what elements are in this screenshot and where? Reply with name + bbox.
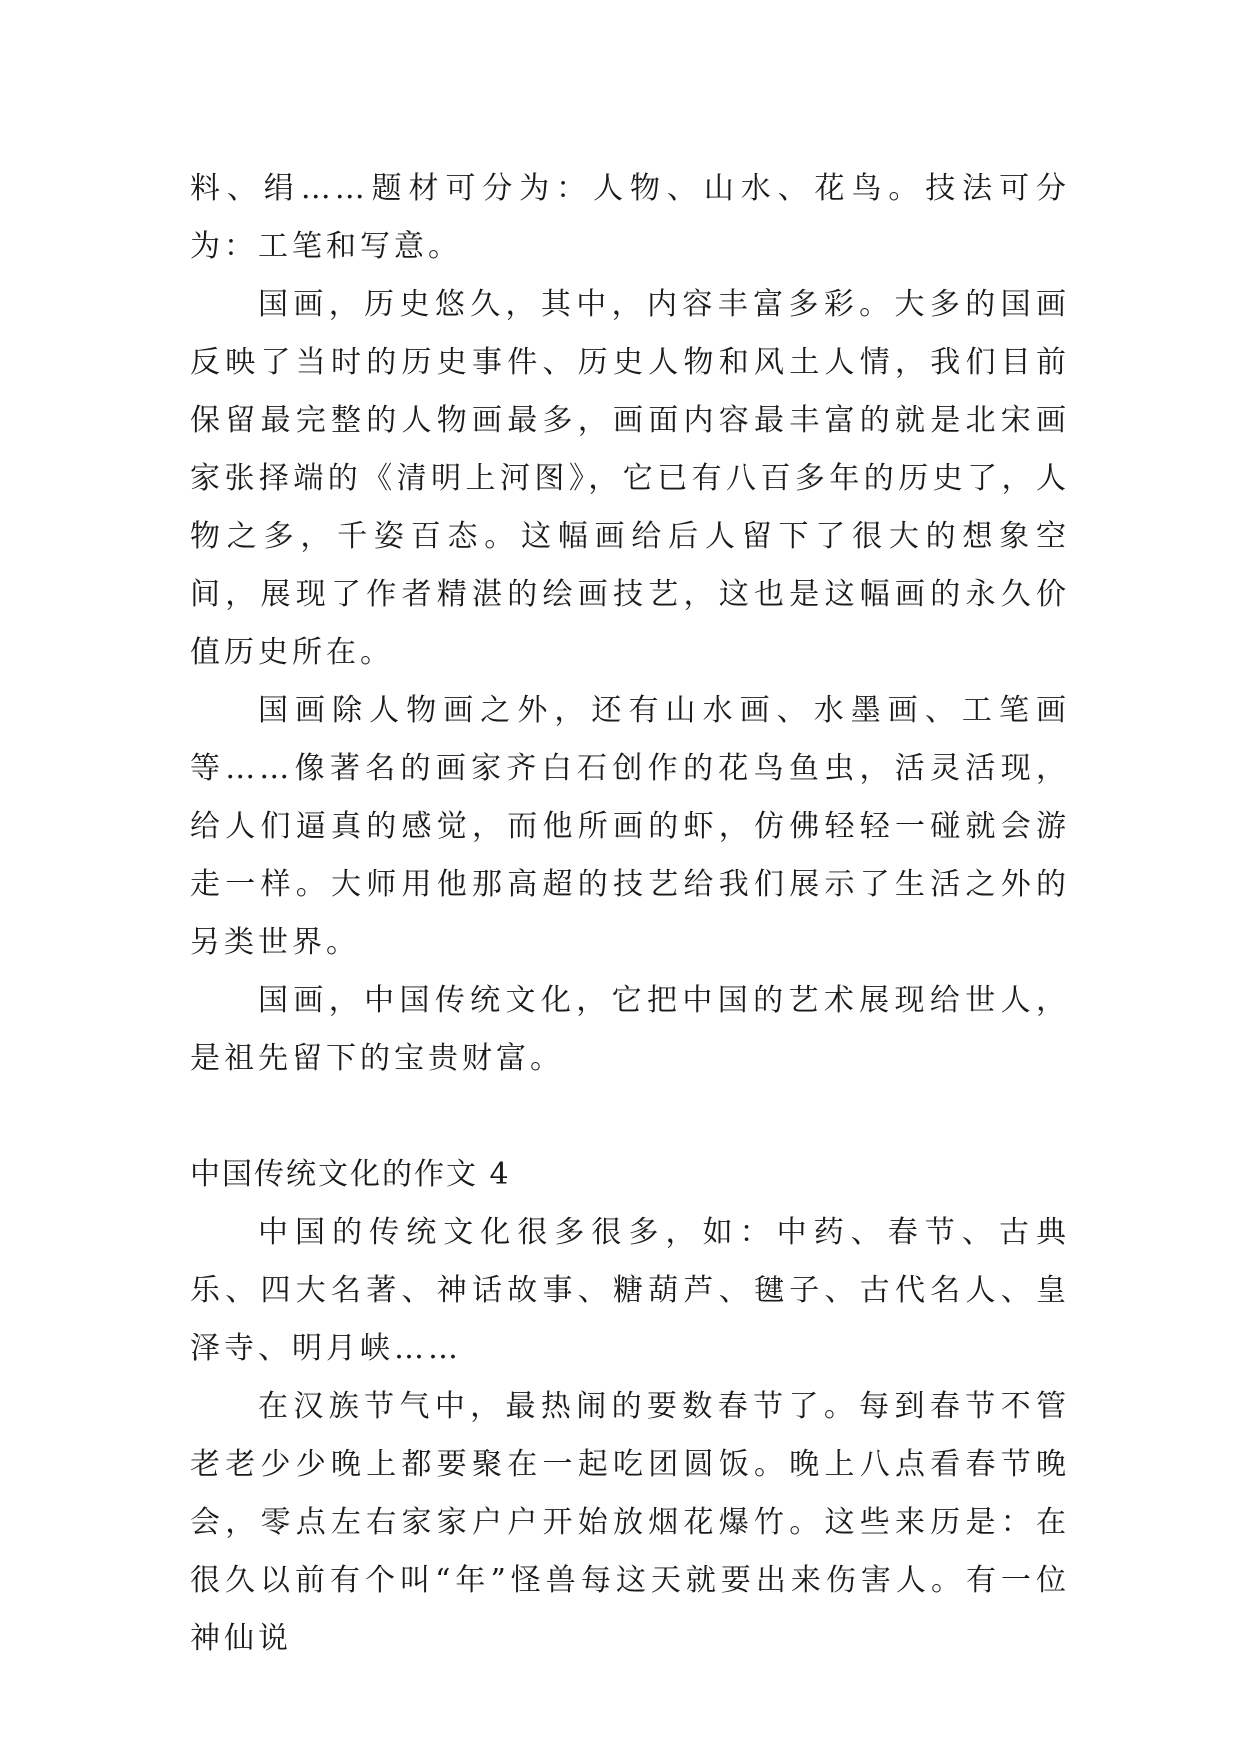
paragraph-spring-festival: 在汉族节气中，最热闹的要数春节了。每到春节不管老老少少晚上都要聚在一起吃团圆饭。晚上八点看春节晚会，零点左右家家户户开始放烟花爆竹。这些来历是：在很久以前有个叫“年”怪兽每这天就要出来伤害人。有一位神仙说: [190, 1389, 1070, 1656]
paragraph-continuation: 料、绢……题材可分为：人物、山水、花鸟。技法可分为：工笔和写意。: [190, 171, 1070, 264]
document-body: [190, 160, 1070, 1668]
paragraph-intro: 中国的传统文化很多很多，如：中药、春节、古典乐、四大名著、神话故事、糖葫芦、毽子、古代名人、皇泽寺、明月峡……: [190, 1215, 1070, 1366]
section-title: 中国传统文化的作文 4: [190, 1157, 511, 1192]
paragraph-conclusion: 国画，中国传统文化，它把中国的艺术展现给世人，是祖先留下的宝贵财富。: [190, 983, 1070, 1076]
paragraph-history: 国画，历史悠久，其中，内容丰富多彩。大多的国画反映了当时的历史事件、历史人物和风土人情，我们目前保留最完整的人物画最多，画面内容最丰富的就是北宋画家张择端的《清明上河图》，它已有八百多年的历史了，人物之多，千姿百态。这幅画给后人留下了很大的想象空间，展现了作者精湛的绘画技艺，这也是这幅画的永久价值历史所在。: [190, 287, 1070, 670]
paragraph-genres: 国画除人物画之外，还有山水画、水墨画、工笔画等……像著名的画家齐白石创作的花鸟鱼虫，活灵活现，给人们逼真的感觉，而他所画的虾，仿佛轻轻一碰就会游走一样。大师用他那高超的技艺给我们展示了生活之外的另类世界。: [190, 693, 1070, 960]
